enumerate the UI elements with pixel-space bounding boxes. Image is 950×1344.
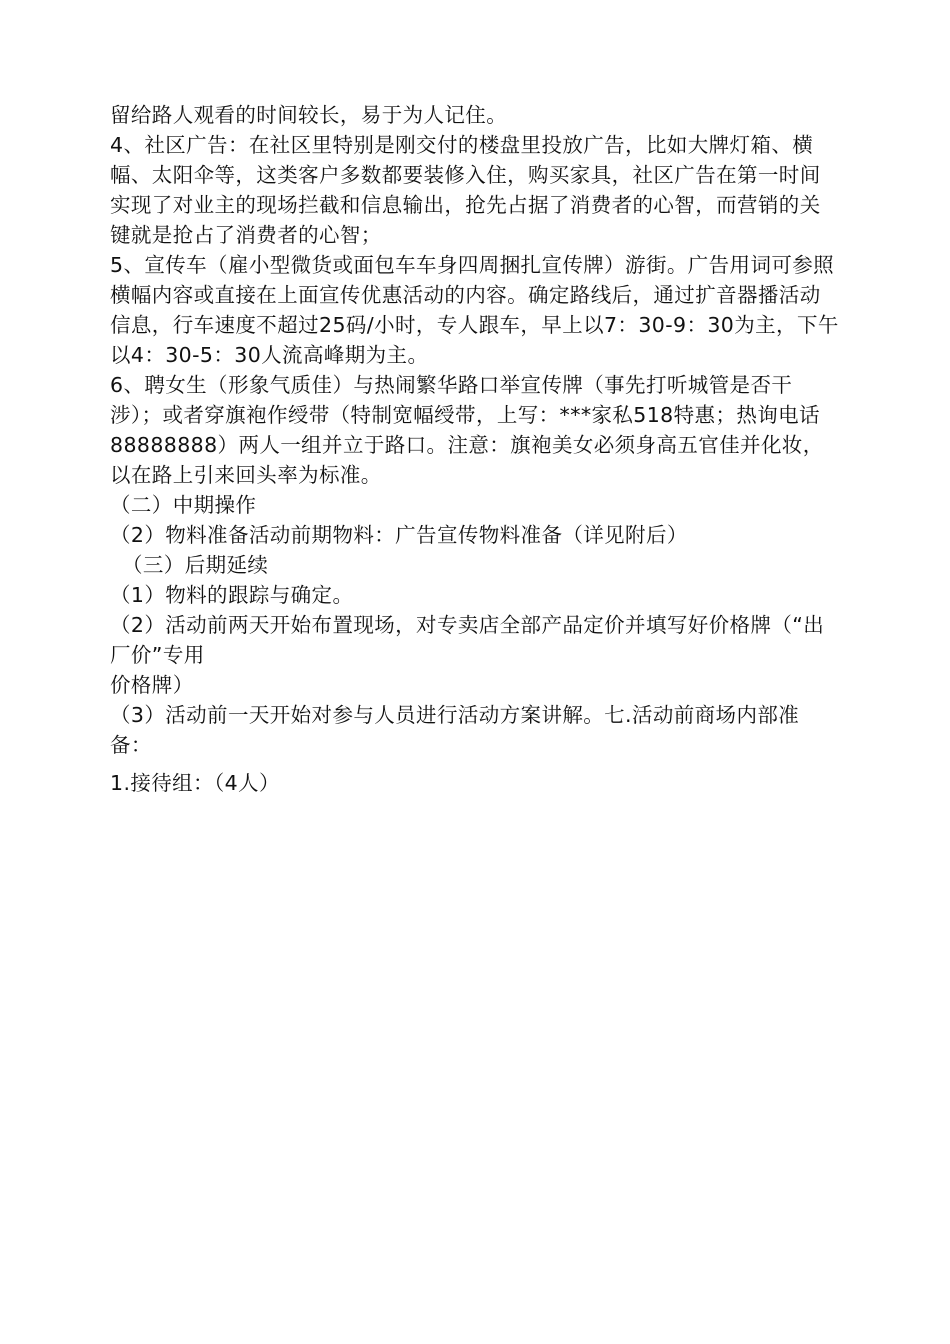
paragraph-price-tag: 价格牌） [110, 673, 194, 697]
paragraph-reception-group: 1.接待组：（4人） [110, 771, 280, 795]
paragraph-item-5-promo-vehicle: 5、宣传车（雇小型微货或面包车车身四周捆扎宣传牌）游街。广告用词可参照横幅内容或直接在上面宣传优惠活动的内容。确定路线后，通过扩音器播活动信息，行车速度不超过25码/小时，专人跟车，早上以7：30-9：30为主，下午以4：30-5：30人流高峰期为主。 [110, 253, 839, 367]
paragraph-item-4-community-ads: 4、社区广告：在社区里特别是刚交付的楼盘里投放广告，比如大牌灯箱、横幅、太阳伞等，这类客户多数都要装修入住，购买家具，社区广告在第一时间实现了对业主的现场拦截和信息输出，抢先占据了消费者的心智，而营销的关键就是抢占了消费者的心智； [110, 133, 821, 247]
paragraph-site-setup: （2）活动前两天开始布置现场，对专卖店全部产品定价并填写好价格牌（“出厂价”专用 [110, 613, 825, 667]
paragraph-material-tracking: （1）物料的跟踪与确定。 [110, 583, 354, 607]
paragraph-item-6-promo-girls: 6、聘女生（形象气质佳）与热闹繁华路口举宣传牌（事先打听城管是否干涉）；或者穿旗袍作绶带（特制宽幅绶带，上写：***家私518特惠；热询电话88888888）两人一组并立于路口。注意：旗袍美女必须身高五官佳并化妆，以在路上引来回头率为标准。 [110, 373, 824, 487]
paragraph-staff-briefing: （3）活动前一天开始对参与人员进行活动方案讲解。七.活动前商场内部准备： [110, 703, 800, 757]
paragraph-continuation: 留给路人观看的时间较长，易于为人记住。 [110, 103, 508, 127]
paragraph-material-prep: （2）物料准备活动前期物料：广告宣传物料准备（详见附后） [110, 523, 688, 547]
heading-mid-term-operation: （二）中期操作 [110, 493, 257, 517]
heading-follow-up: （三）后期延续 [122, 553, 269, 577]
document-body [110, 100, 840, 798]
